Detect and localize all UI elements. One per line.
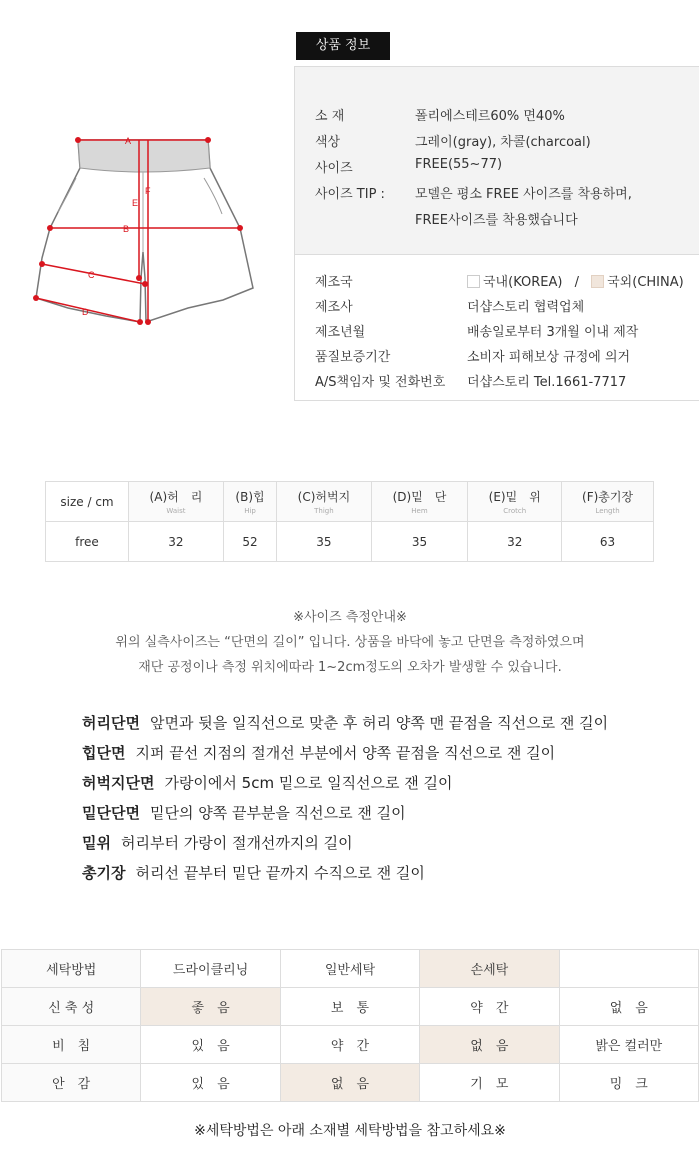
wash-table xyxy=(1,949,699,1102)
info-value: 더샵스토리 Tel.1661-7717 xyxy=(467,375,627,390)
wash-row xyxy=(2,950,699,988)
info-label: 제조국 xyxy=(315,275,353,290)
waistband-shape xyxy=(78,140,210,172)
wash-cell: 안 감 xyxy=(2,1064,141,1102)
china-checkbox xyxy=(591,275,604,288)
notice-line: 위의 실측사이즈는 “단면의 길이” 입니다. 상품을 바닥에 놓고 단면을 측정하였으며 xyxy=(115,635,585,650)
measure-label-e: E xyxy=(132,198,139,208)
wash-cell: 밍 크 xyxy=(559,1064,698,1102)
size-col-header: (C)허벅지 Thigh xyxy=(277,482,371,522)
measure-point xyxy=(47,225,53,231)
wash-row xyxy=(2,988,699,1026)
wash-cell: 없 음 xyxy=(559,988,698,1026)
size-cell: 52 xyxy=(223,522,276,562)
measure-point xyxy=(205,137,211,143)
measure-label-f: F xyxy=(145,186,151,196)
definition-item: 허리단면 앞면과 뒷을 일직선으로 맞춘 후 허리 양쪽 맨 끝점을 직선으로 잰 길이 xyxy=(82,714,609,732)
info-value: 더샵스토리 협력업체 xyxy=(467,300,585,315)
notice-title: ※사이즈 측정안내※ xyxy=(293,610,407,625)
wash-cell: 있 음 xyxy=(141,1026,280,1064)
info-label: 사이즈 xyxy=(315,161,353,176)
measure-point xyxy=(237,225,243,231)
size-col-header: (B)힙 Hip xyxy=(223,482,276,522)
size-row-label: free xyxy=(46,522,129,562)
size-table-corner: size / cm xyxy=(46,482,129,522)
measure-point xyxy=(137,319,143,325)
info-label: 색상 xyxy=(315,135,341,150)
measure-point xyxy=(39,261,45,267)
measure-point xyxy=(142,281,148,287)
wash-cell: 있 음 xyxy=(141,1064,280,1102)
wash-footer-note: ※세탁방법은 아래 소재별 세탁방법을 참고하세요※ xyxy=(194,1123,506,1139)
info-label: 소 재 xyxy=(315,109,345,124)
wash-cell: 밝은 컬러만 xyxy=(559,1026,698,1064)
info-label: 제조년월 xyxy=(315,325,366,340)
origin-separator: / xyxy=(574,275,579,290)
definition-item: 밑위 허리부터 가랑이 절개선까지의 길이 xyxy=(82,834,353,852)
wash-row xyxy=(2,1064,699,1102)
notice-line: 재단 공정이나 측정 위치에따라 1~2cm정도의 오차가 발생할 수 있습니다. xyxy=(138,660,562,675)
info-label: A/S책임자 및 전화번호 xyxy=(315,375,446,390)
info-label: 제조사 xyxy=(315,300,353,315)
measure-label-a: A xyxy=(125,136,132,146)
size-cell: 35 xyxy=(371,522,468,562)
origin-china-label: 국외(CHINA) xyxy=(607,275,684,290)
size-col-header: (E)밑 위 Crotch xyxy=(468,482,562,522)
wash-cell: 드라이클리닝 xyxy=(141,950,280,988)
size-cell: 63 xyxy=(562,522,654,562)
info-value: FREE(55~77) xyxy=(415,157,503,172)
wash-cell: 신 축 성 xyxy=(2,988,141,1026)
measure-label-d: D xyxy=(82,307,89,317)
measure-point xyxy=(75,137,81,143)
wash-cell: 없 음 xyxy=(420,1026,559,1064)
shorts-diagram-svg xyxy=(28,128,258,328)
measure-point xyxy=(136,275,142,281)
info-value: FREE사이즈를 착용했습니다 xyxy=(415,213,578,228)
definition-item: 밑단단면 밑단의 양쪽 끝부분을 직선으로 잰 길이 xyxy=(82,804,406,822)
info-value: 소비자 피해보상 규정에 의거 xyxy=(467,350,631,365)
measure-point xyxy=(145,319,151,325)
wash-cell: 없 음 xyxy=(280,1064,419,1102)
origin-options xyxy=(467,271,684,290)
definition-item: 총기장 허리선 끝부터 밑단 끝까지 수직으로 잰 길이 xyxy=(82,864,425,882)
wash-cell: 기 모 xyxy=(420,1064,559,1102)
info-value: 폴리에스테르60% 면40% xyxy=(415,109,565,124)
wash-cell: 손세탁 xyxy=(420,950,559,988)
size-col-header: (A)허 리 Waist xyxy=(129,482,224,522)
size-table-header xyxy=(46,482,654,522)
wash-cell: 일반세탁 xyxy=(280,950,419,988)
info-value: 그레이(gray), 차콜(charcoal) xyxy=(415,135,591,150)
info-value: 배송일로부터 3개월 이내 제작 xyxy=(467,325,639,340)
measure-label-c: C xyxy=(88,270,95,280)
product-info-tag: 상품 정보 xyxy=(296,32,390,60)
info-value: 모델은 평소 FREE 사이즈를 착용하며, xyxy=(415,187,632,202)
origin-korea-label: 국내(KOREA) xyxy=(483,275,563,290)
definition-item: 허벅지단면 가랑이에서 5cm 밑으로 일직선으로 잰 길이 xyxy=(82,774,453,792)
size-cell: 32 xyxy=(468,522,562,562)
size-diagram xyxy=(28,128,258,328)
korea-checkbox xyxy=(467,275,480,288)
wash-cell: 보 통 xyxy=(280,988,419,1026)
info-label: 사이즈 TIP : xyxy=(315,187,385,202)
measure-point xyxy=(33,295,39,301)
size-cell: 35 xyxy=(277,522,371,562)
size-table xyxy=(45,481,654,562)
product-info-top xyxy=(295,67,699,255)
wash-cell xyxy=(559,950,698,988)
size-table-row xyxy=(46,522,654,562)
wash-row xyxy=(2,1026,699,1064)
product-info-box xyxy=(294,66,699,401)
size-col-header: (F)총기장 Length xyxy=(562,482,654,522)
info-label: 품질보증기간 xyxy=(315,350,391,365)
wash-cell: 약 간 xyxy=(420,988,559,1026)
wash-cell: 세탁방법 xyxy=(2,950,141,988)
wash-cell: 약 간 xyxy=(280,1026,419,1064)
size-cell: 32 xyxy=(129,522,224,562)
wash-cell: 비 침 xyxy=(2,1026,141,1064)
wash-cell: 좋 음 xyxy=(141,988,280,1026)
measure-label-b: B xyxy=(123,224,130,234)
size-col-header: (D)밑 단 Hem xyxy=(371,482,468,522)
definition-item: 힙단면 지퍼 끝선 지점의 절개선 부분에서 양쪽 끝점을 직선으로 잰 길이 xyxy=(82,744,556,762)
